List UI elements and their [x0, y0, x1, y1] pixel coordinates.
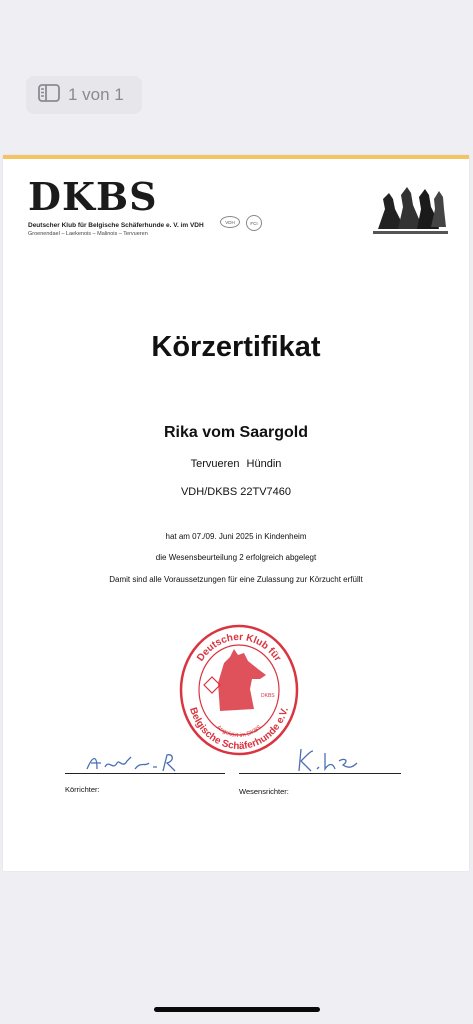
- registration-number: VDH/DKBS 22TV7460: [180, 486, 292, 498]
- dog-name: Rika vom Saargold: [163, 424, 309, 441]
- club-logo: [28, 174, 278, 237]
- logo-varieties: Groenendael – Laekenois – Malinois – Tervueren: [28, 231, 148, 237]
- assessor-label: Wesensrichter:: [239, 787, 289, 796]
- pages-icon: [38, 84, 60, 107]
- logo-club-name: Deutscher Klub für Belgische Schäferhunde e. V. im VDH: [28, 222, 204, 229]
- statement-line-2: die Wesensbeurteilung 2 erfolgreich abgelegt: [155, 553, 317, 562]
- svg-text:Belgische Schäferhunde e.V.: [187, 706, 291, 752]
- statement-line-3: Damit sind alle Voraussetzungen für eine Zulassung zur Körzucht erfüllt: [109, 575, 363, 584]
- judge-label: Körrichter:: [65, 785, 100, 794]
- home-indicator[interactable]: [154, 1007, 320, 1012]
- breed-sex: Tervueren Hündin: [190, 458, 282, 470]
- judge-signature: [83, 749, 188, 775]
- stamp-top-text: Deutscher Klub für: [195, 631, 283, 664]
- logo-letters: DKBS: [28, 174, 158, 219]
- certificate-document: [3, 155, 469, 871]
- certificate-title: Körzertifikat: [151, 331, 321, 363]
- statement-line-1: hat am 07./09. Juni 2025 in Kindenheim: [165, 532, 307, 541]
- dogs-illustration-icon: [373, 179, 448, 234]
- fci-badge: FCI: [246, 215, 262, 231]
- signature-line-left: [65, 773, 225, 774]
- page-indicator[interactable]: [26, 76, 142, 114]
- assessor-signature: [295, 747, 360, 773]
- stamp-inner-text: Angekört im DKBS: [215, 724, 263, 740]
- stamp-bottom-text: Belgische Schäferhunde e.V.: [187, 706, 291, 753]
- stamp-small-text: DKBS: [261, 693, 275, 699]
- page-indicator-label: 1 von 1: [68, 85, 124, 104]
- vdh-badge: VDH: [220, 216, 240, 228]
- svg-text:Angekört im DKBS: [215, 725, 263, 739]
- official-stamp: [178, 623, 300, 757]
- signature-line-right: [239, 773, 401, 774]
